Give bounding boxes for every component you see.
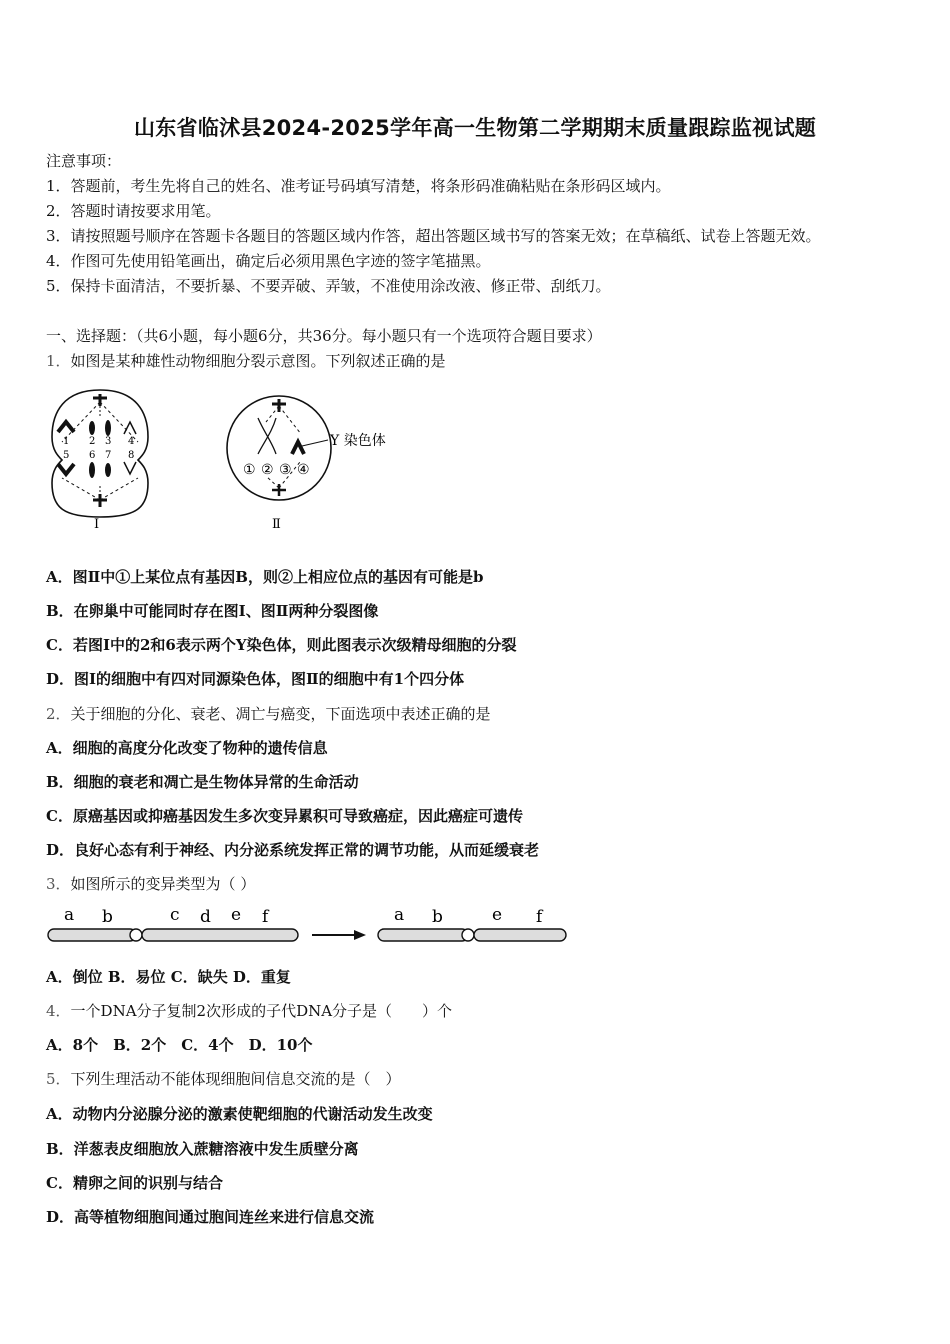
gene-letter: b <box>102 907 113 927</box>
arrow-head-icon <box>354 930 366 940</box>
cell-division-figure <box>44 382 404 532</box>
y-chromosome-label: Y 染色体 <box>330 433 386 449</box>
chromosome-number: 2 <box>89 436 96 447</box>
chromosome-y-icon <box>292 442 304 454</box>
centrosome-bottom-icon <box>93 494 107 507</box>
gene-letter: d <box>200 907 211 927</box>
question-5-stem: 下列生理活动不能体现细胞间信息交流的是（ ） <box>70 1070 401 1088</box>
question-1 <box>46 351 446 371</box>
q2-option-d: D．良好心态有利于神经、内分泌系统发挥正常的调节功能，从而延缓衰老 <box>46 841 540 859</box>
notice-item-4: 4．作图可先使用铅笔画出，确定后必须用黑色字迹的签字笔描黑。 <box>46 252 491 270</box>
chromosome-arm <box>378 929 468 941</box>
q1-option-a: A．图Ⅱ中①上某位点有基因B，则②上相应位点的基因有可能是b <box>46 568 484 586</box>
gene-letter: b <box>432 907 443 927</box>
page-title: 山东省临沭县2024-2025学年高一生物第二学期期末质量跟踪监视试题 <box>133 116 817 140</box>
chromosome-arm <box>142 929 298 941</box>
chromosome-x-icon <box>258 418 276 454</box>
chromosome-arm <box>48 929 136 941</box>
gene-letter: f <box>536 907 543 927</box>
gene-letter: c <box>170 905 180 925</box>
section-heading: 一、选择题：（共6小题，每小题6分，共36分。每小题只有一个选项符合题目要求） <box>46 327 602 345</box>
chromosome-arm <box>474 929 566 941</box>
chromatid-number: ④ <box>297 462 310 478</box>
chromosome-icon <box>58 464 74 474</box>
question-2-stem: 关于细胞的分化、衰老、凋亡与癌变，下面选项中表述正确的是 <box>70 705 491 723</box>
q1-option-b: B．在卵巢中可能同时存在图Ⅰ、图Ⅱ两种分裂图像 <box>46 602 379 620</box>
gene-letter: a <box>64 905 75 925</box>
gene-letter: a <box>394 905 405 925</box>
notice-item-3: 3．请按照题号顺序在答题卡各题目的答题区域内作答，超出答题区域书写的答案无效；在草稿纸、试卷上答题无效。 <box>46 227 821 245</box>
centromere <box>462 929 474 941</box>
chromosome-number: 8 <box>128 450 135 461</box>
chromosome-number: 6 <box>89 450 96 461</box>
question-2-number: 2． <box>46 705 71 723</box>
chromosome-icon <box>105 463 111 477</box>
chromosome-number: 3 <box>105 436 112 447</box>
gene-letter: e <box>231 905 242 925</box>
chromosome-number: 4 <box>128 436 135 447</box>
chromosome-icon <box>124 422 136 434</box>
q5-option-c: C．精卵之间的识别与结合 <box>46 1174 223 1192</box>
q5-option-a: A．动物内分泌腺分泌的激素使靶细胞的代谢活动发生改变 <box>46 1105 433 1123</box>
gene-letter: f <box>262 907 269 927</box>
question-3-stem: 如图所示的变异类型为（ ） <box>70 875 256 893</box>
q2-option-a: A．细胞的高度分化改变了物种的遗传信息 <box>46 739 328 757</box>
question-4 <box>46 1001 452 1021</box>
centromere <box>130 929 142 941</box>
chromosome-icon <box>89 421 95 435</box>
q5-option-b: B．洋葱表皮细胞放入蔗糖溶液中发生质壁分离 <box>46 1140 359 1158</box>
question-4-stem: 一个DNA分子复制2次形成的子代DNA分子是（ ）个 <box>70 1002 453 1020</box>
q2-option-c: C．原癌基因或抑癌基因发生多次变异累积可导致癌症，因此癌症可遗传 <box>46 807 523 825</box>
question-2 <box>46 704 491 724</box>
centrosome-top-icon <box>93 394 107 406</box>
chromatid-number: ③ <box>279 462 292 478</box>
chromatid-number: ① <box>243 462 256 478</box>
q1-option-d: D．图Ⅰ的细胞中有四对同源染色体，图Ⅱ的细胞中有1个四分体 <box>46 670 465 688</box>
chromatid-number: ② <box>261 462 274 478</box>
notice-item-1: 1．答题前，考生先将自己的姓名、准考证号码填写清楚，将条形码准确粘贴在条形码区域内。 <box>46 177 671 195</box>
chromosome-icon <box>89 462 95 478</box>
notice-heading: 注意事项： <box>46 152 122 170</box>
question-5 <box>46 1069 401 1089</box>
cell-one-label: Ⅰ <box>94 517 100 532</box>
q4-options: A．8个 B．2个 C．4个 D．10个 <box>46 1036 313 1054</box>
q3-options: A．倒位 B．易位 C．缺失 D．重复 <box>46 968 291 986</box>
notice-item-2: 2．答题时请按要求用笔。 <box>46 202 221 220</box>
q1-option-c: C．若图Ⅰ中的2和6表示两个Y染色体，则此图表示次级精母细胞的分裂 <box>46 636 517 654</box>
question-1-number: 1． <box>46 352 71 370</box>
notice-item-5: 5．保持卡面清洁，不要折暴、不要弄破、弄皱，不准使用涂改液、修正带、刮纸刀。 <box>46 277 611 295</box>
chromosome-icon <box>105 420 111 436</box>
cell-two-label: Ⅱ <box>272 517 281 532</box>
chromosome-icon <box>124 462 136 474</box>
q5-option-d: D．高等植物细胞间通过胞间连丝来进行信息交流 <box>46 1208 375 1226</box>
q2-option-b: B．细胞的衰老和凋亡是生物体异常的生命活动 <box>46 773 359 791</box>
question-1-stem: 如图是某种雄性动物细胞分裂示意图。下列叙述正确的是 <box>70 352 446 370</box>
chromosome-icon <box>58 422 74 432</box>
chromosome-number: 5 <box>63 450 70 461</box>
centrosome-top-icon <box>272 399 286 412</box>
question-4-number: 4． <box>46 1002 71 1020</box>
chromosome-number: 7 <box>105 450 112 461</box>
centrosome-bottom-icon <box>272 484 286 496</box>
question-3-number: 3． <box>46 875 71 893</box>
question-3 <box>46 874 255 894</box>
chromosome-variation-figure <box>44 900 574 950</box>
question-5-number: 5． <box>46 1070 71 1088</box>
gene-letter: e <box>492 905 503 925</box>
chromosome-number: 1 <box>63 436 70 447</box>
